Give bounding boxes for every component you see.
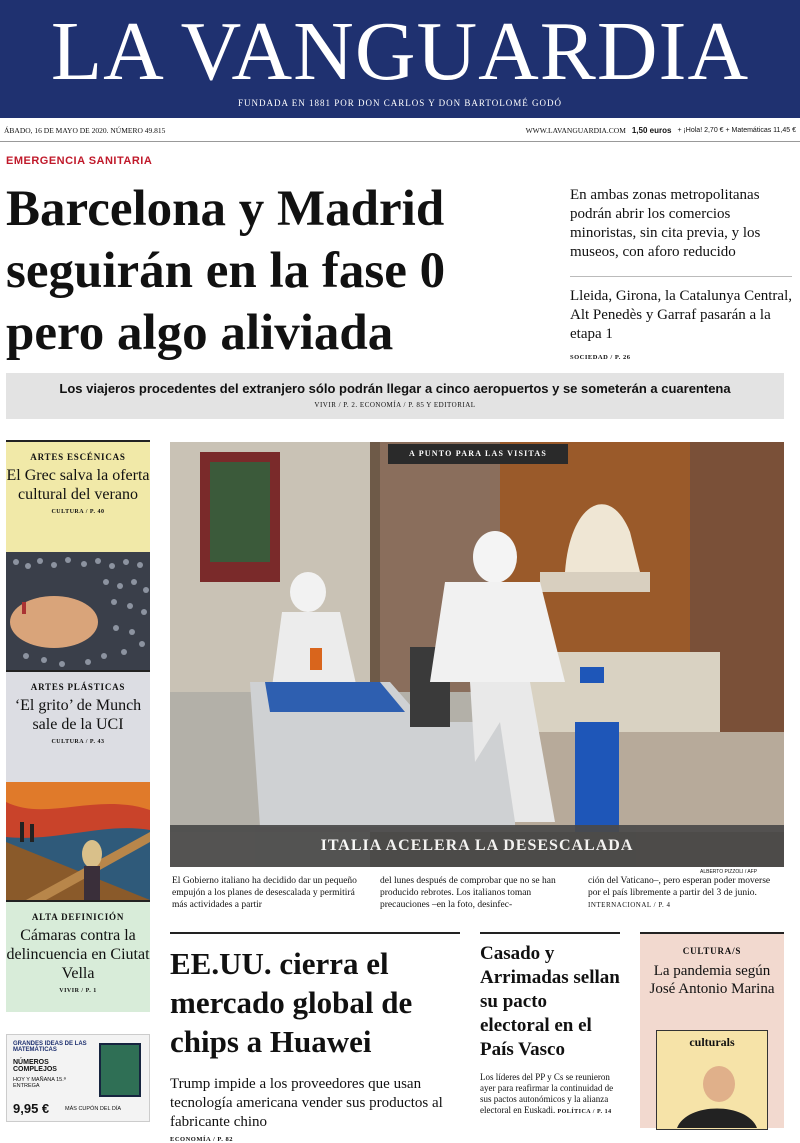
ad-price: 9,95 € [13, 1101, 50, 1116]
story-deck: Trump impide a los proveedores que usan tecnología americana vender sus productos al fabricante chino [170, 1076, 443, 1130]
photo-caption: ITALIA ACELERA LA DESESCALADA [170, 825, 784, 867]
left-column [6, 440, 150, 1122]
photo-text-col-2: del lunes después de comprobar que no se han producido rebrotes. Los italianos toman precauciones –en la foto, desinfec- [380, 876, 556, 910]
teaser-artes-plasticas[interactable] [6, 670, 150, 782]
magazine-cover [656, 1030, 768, 1130]
photo-top-tag: A PUNTO PARA LAS VISITAS [388, 444, 568, 464]
section-tag: EMERGENCIA SANITARIA [6, 155, 153, 167]
photo-text-ref: INTERNACIONAL / P. 4 [588, 901, 671, 909]
teaser-kicker: ARTES PLÁSTICAS [30, 682, 126, 692]
subheadline-ref: VIVIR / P. 2. ECONOMÍA / P. 85 Y EDITORIAL [314, 401, 476, 409]
story-casado-arrimadas[interactable] [480, 932, 620, 1118]
teaser-culturas[interactable] [640, 932, 784, 1128]
date: ÁBADO, 16 DE MAYO DE 2020. NÚMERO 49.815 [4, 126, 166, 135]
story-ref: POLÍTICA / P. 14 [557, 1109, 612, 1115]
ad-line-3: HOY Y MAÑANA 15.ª ENTREGA [13, 1077, 66, 1089]
magazine-title: culturals [689, 1035, 735, 1049]
lead-side-text-1: En ambas zonas metropolitanas podrán abrir los comercios minoristas, sin cita previa, y los museos, con aforo reducido [570, 187, 761, 260]
photo-text-col-3 [588, 875, 784, 911]
founded-line: FUNDADA EN 1881 POR DON CARLOS Y DON BARTOLOMÉ GODÓ [238, 98, 562, 108]
story-headline: Casado y Arrimadas sellan su pacto electoral en el País Vasco [480, 943, 620, 1060]
photo-text-3: ción del Vaticano–, pero esperan poder moverse por el país libremente a partir del 3 de junio. [588, 876, 771, 898]
lead-headline[interactable]: Barcelona y Madrid seguirán en la fase 0 pero algo aliviada [6, 181, 446, 361]
subheadline-text[interactable]: Los viajeros procedentes del extranjero sólo podrán llegar a cinco aeropuertos y se someterán a cuarentena [59, 381, 731, 396]
teaser-ref: CULTURA / P. 43 [51, 739, 105, 745]
story-headline: EE.UU. cierra el mercado global de chips a Huawei [170, 946, 413, 1059]
dateline [0, 120, 800, 142]
logo: LA VANGUARDIA [50, 5, 750, 98]
teaser-alta-definicion[interactable] [6, 900, 150, 1012]
photo-credit: ALBERTO PIZZOLI / AFP [700, 869, 758, 875]
photo-text-col-1: El Gobierno italiano ha decidido dar un pequeño empujón a los planes de desescalada y permitirá más actividades a partir [172, 876, 357, 910]
masthead [0, 0, 800, 118]
teaser-title: ‘El grito’ de Munch sale de la UCI [14, 697, 142, 733]
lead-side-column [570, 186, 792, 367]
ad-line-2: NÚMEROS COMPLEJOS [13, 1059, 57, 1073]
theater-photo [6, 552, 150, 670]
teaser-title: El Grec salva la oferta cultural del verano [6, 467, 150, 503]
subheadline-bar [6, 373, 784, 419]
lead-side-ref: SOCIEDAD / P. 26 [570, 354, 631, 361]
teaser-artes-escenicas[interactable] [6, 440, 150, 552]
ad-note: MÁS CUPÓN DEL DÍA [65, 1106, 122, 1112]
story-ref: ECONOMÍA / P. 82 [170, 1136, 234, 1143]
teaser-title: Cámaras contra la delincuencia en Ciutat Vella [6, 927, 150, 982]
story-huawei[interactable] [170, 932, 460, 1143]
teaser-ref: CULTURA / P. 40 [51, 509, 105, 515]
website-link[interactable]: WWW.LAVANGUARDIA.COM [525, 126, 626, 135]
scream-painting [6, 782, 150, 900]
teaser-kicker: CULTURA/S [682, 946, 742, 956]
book-cover-image [99, 1043, 141, 1097]
math-collection-ad[interactable] [6, 1034, 150, 1122]
lead-side-text-2: Lleida, Girona, la Catalunya Central, Alt Penedès y Garraf pasarán a la etapa 1 [570, 288, 793, 342]
main-photo[interactable] [170, 442, 784, 867]
extras-price: + ¡Hola! 2,70 € + Matemáticas 11,45 € [677, 127, 796, 134]
story-deck [480, 1072, 620, 1118]
story-deck-text: Los líderes del PP y Cs se reunieron ayer para reafirmar la continuidad de sus pactos autonómicos y la alianza electoral en Euskadi. [480, 1072, 614, 1115]
teaser-kicker: ALTA DEFINICIÓN [31, 912, 125, 922]
teaser-ref: VIVIR / P. 1 [59, 988, 97, 994]
teaser-title: La pandemia según José Antonio Marina [649, 963, 775, 997]
price: 1,50 euros [631, 126, 672, 135]
teaser-kicker: ARTES ESCÉNICAS [30, 452, 126, 462]
divider [570, 276, 792, 277]
ad-line-1: GRANDES IDEAS DE LAS MATEMÁTICAS [13, 1041, 87, 1053]
